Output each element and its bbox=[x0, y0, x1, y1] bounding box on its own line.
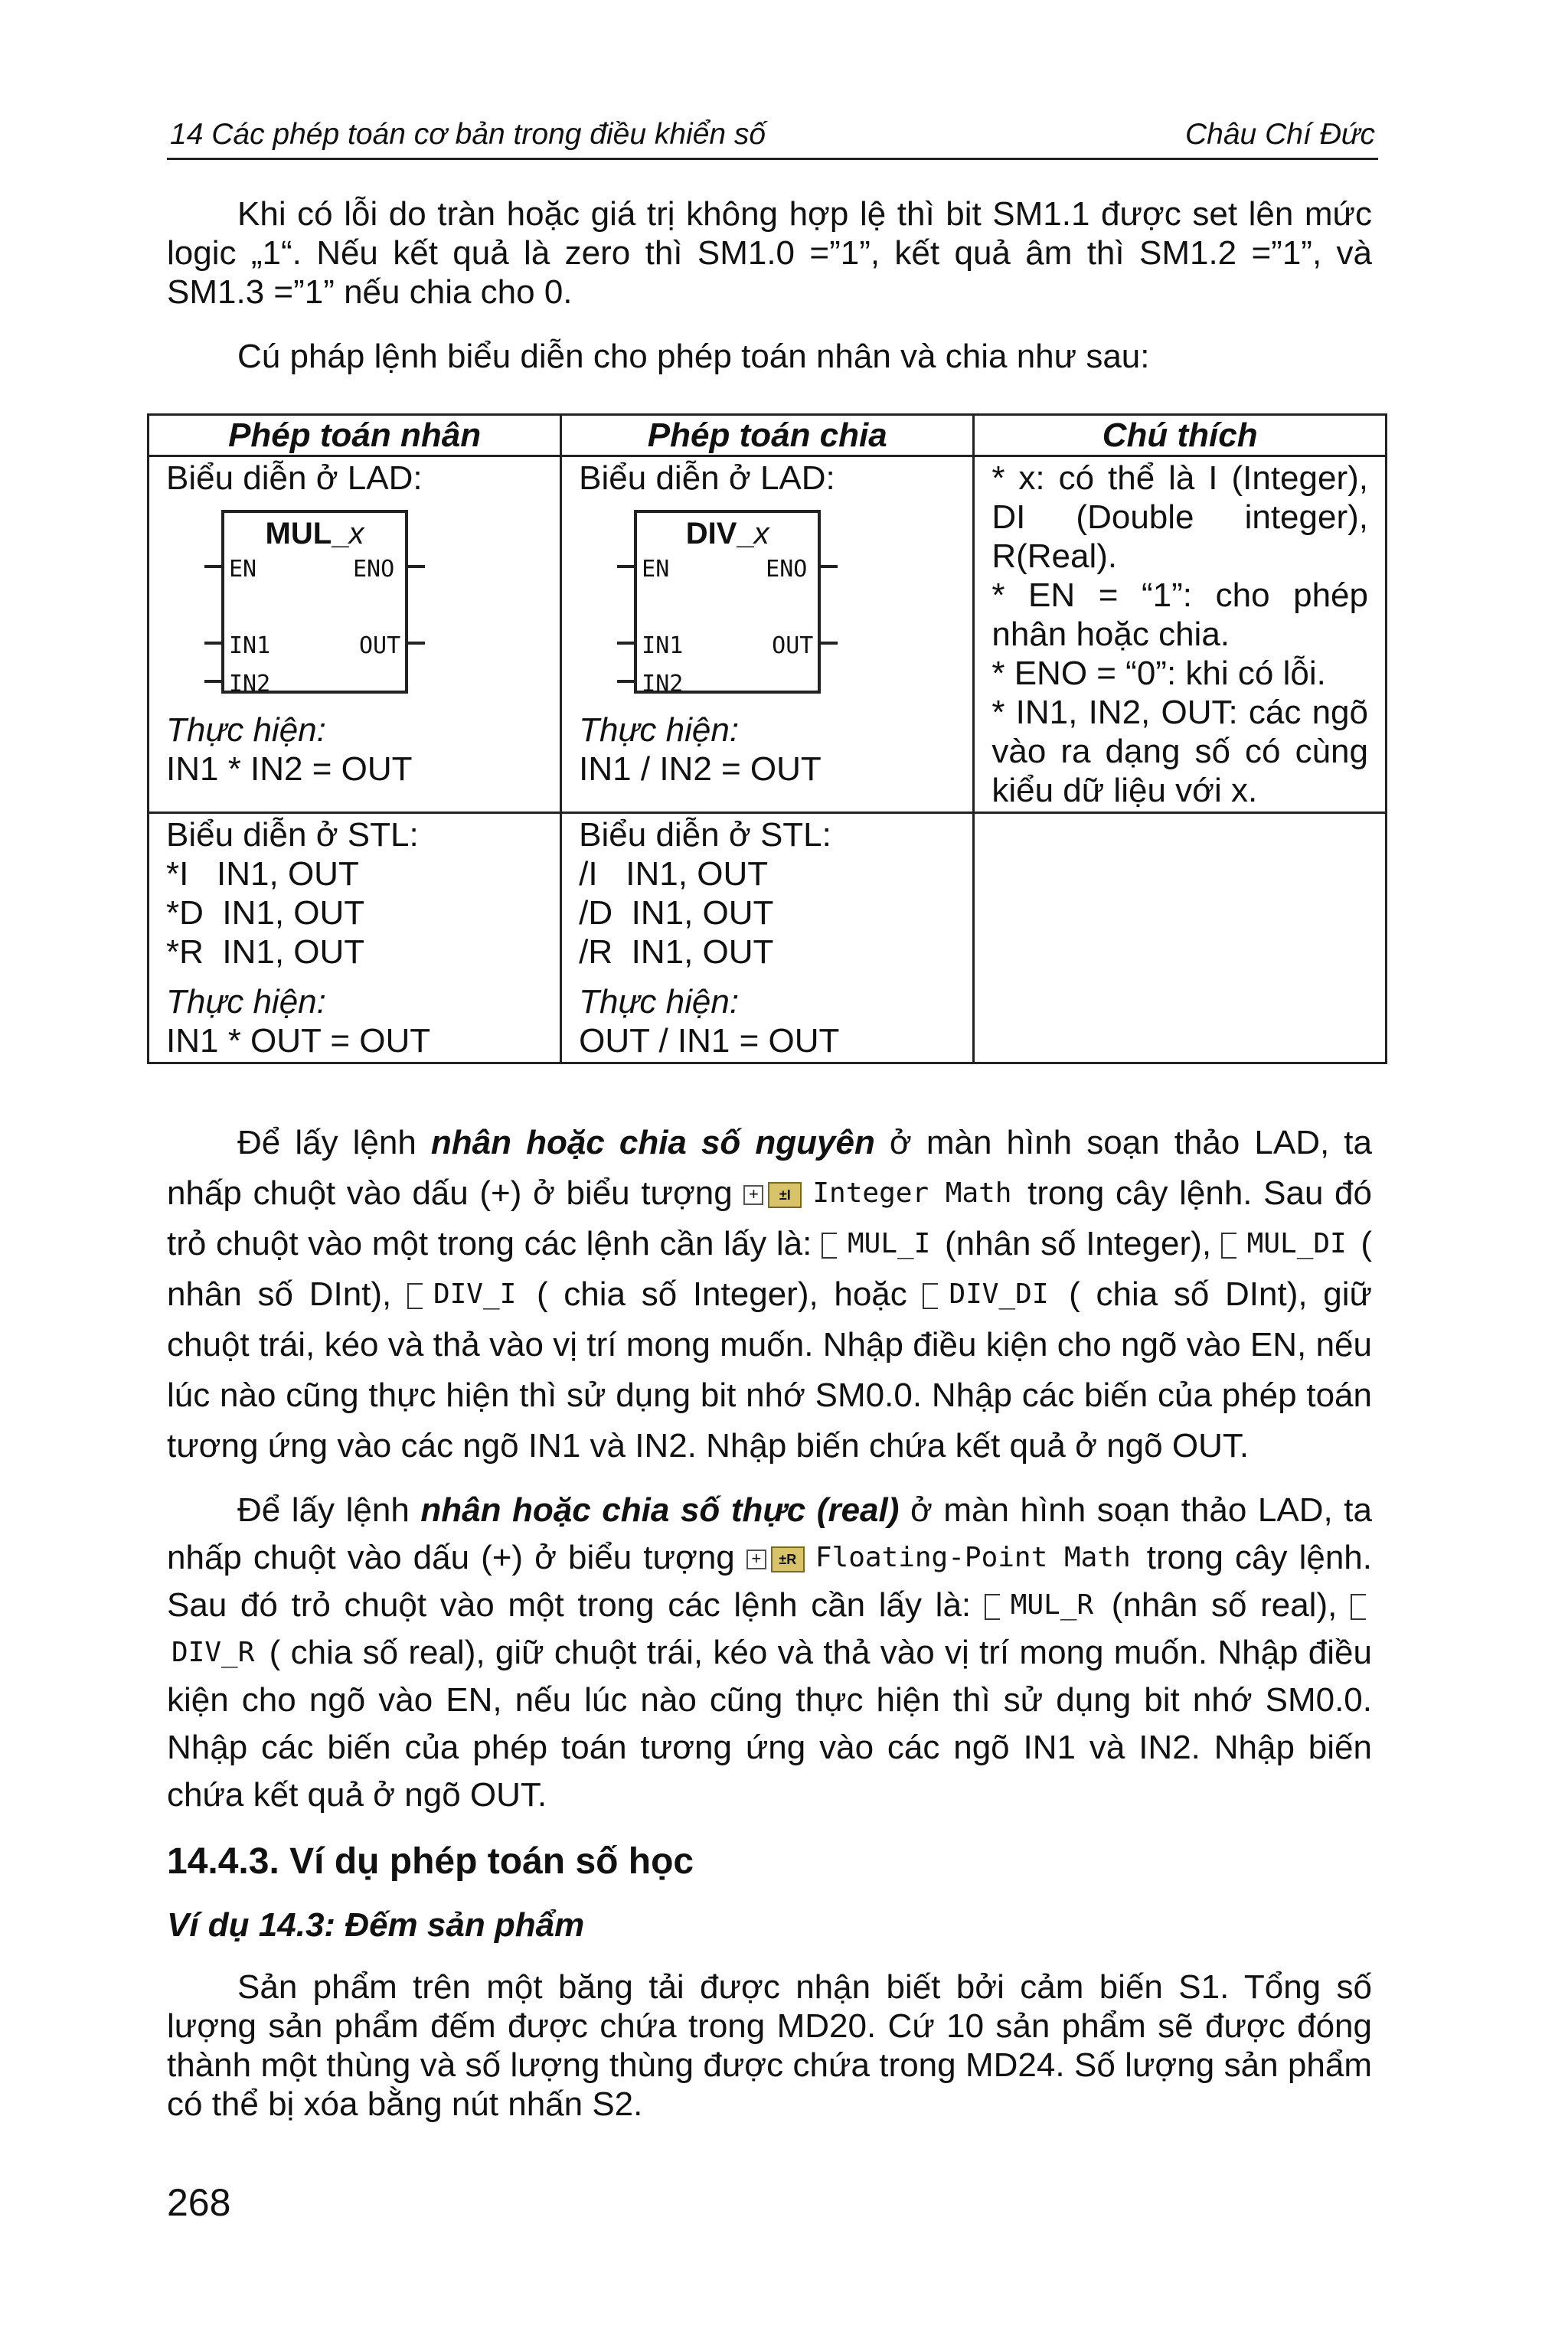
mul-i-label: MUL_I bbox=[847, 1228, 931, 1259]
mul-exec-label: Thực hiện: bbox=[166, 711, 326, 749]
int-text-5: (nhân số Integer), bbox=[935, 1225, 1212, 1262]
note-x: * x: có thể là I (Integer), DI (Double integer), R(Real). bbox=[991, 459, 1368, 575]
div-di-label: DIV_DI bbox=[949, 1279, 1049, 1310]
running-header bbox=[167, 113, 1378, 160]
floating-point-folder-icon: ±R bbox=[771, 1546, 805, 1572]
notes-cell bbox=[974, 456, 1387, 813]
intro-paragraph bbox=[167, 194, 1372, 312]
pin-en: EN bbox=[642, 556, 670, 583]
header-author: Châu Chí Đức bbox=[1185, 118, 1375, 151]
example-text: Sản phẩm trên một băng tải được nhận biết bởi cảm biến S1. Tổng số lượng sản phẩm đếm được chứa trong MD20. Cứ 10 sản phẩm sẽ được đóng thành một thùng và số lượng thùng được chứa trong MD24. Số lượng sản phẩm có thể bị xóa bằng nút nhấn S2. bbox=[167, 1968, 1372, 2123]
pin-in2: IN2 bbox=[229, 671, 271, 697]
real-text-1: Để lấy lệnh bbox=[237, 1491, 421, 1529]
integer-math-paragraph bbox=[167, 1118, 1372, 1471]
header-chapter: 14 Các phép toán cơ bản trong điều khiển số bbox=[170, 118, 766, 151]
mul-exec-lad: IN1 * IN2 = OUT bbox=[166, 750, 413, 788]
pin-eno: ENO bbox=[766, 556, 808, 583]
mul-lad-cell bbox=[149, 456, 561, 813]
mul-stl-i: *I IN1, OUT bbox=[166, 855, 359, 893]
header-mul: Phép toán nhân bbox=[149, 415, 561, 456]
div-block-name: DIV_ bbox=[685, 517, 754, 550]
real-text-4: trong cây lệnh. Sau đó trỏ chuột vào một trong các lệnh cần lấy là: bbox=[167, 1539, 1372, 1624]
pin-in1: IN1 bbox=[642, 632, 684, 659]
div-ladder-block bbox=[612, 510, 814, 697]
instruction-icon bbox=[407, 1283, 423, 1309]
div-lad-label: Biểu diễn ở LAD: bbox=[579, 459, 835, 497]
int-text-4: trong cây lệnh. Sau đó trỏ chuột vào một trong các lệnh cần lấy là: bbox=[167, 1174, 1372, 1262]
div-lad-cell bbox=[561, 456, 974, 813]
table-header-row bbox=[149, 415, 1387, 456]
int-text-1: Để lấy lệnh bbox=[237, 1124, 431, 1161]
expand-plus-icon: + bbox=[746, 1550, 766, 1569]
mul-block-suffix: x bbox=[348, 517, 364, 550]
pin-out: OUT bbox=[772, 632, 814, 659]
div-exec-stl: OUT / IN1 = OUT bbox=[579, 1022, 840, 1060]
mul-stl-label: Biểu diễn ở STL: bbox=[166, 816, 419, 854]
real-math-paragraph bbox=[167, 1487, 1372, 1819]
instruction-icon bbox=[822, 1233, 837, 1259]
floating-point-label: Floating-Point Math bbox=[815, 1542, 1131, 1573]
operations-table bbox=[147, 413, 1387, 1064]
div-stl-label: Biểu diễn ở STL: bbox=[579, 816, 831, 854]
pin-en: EN bbox=[229, 556, 257, 583]
div-stl-i: /I IN1, OUT bbox=[579, 855, 769, 893]
integer-math-folder-icon: ±I bbox=[768, 1182, 802, 1208]
syntax-paragraph bbox=[167, 337, 1372, 376]
div-stl-cell bbox=[561, 813, 974, 1063]
intro-text: Khi có lỗi do tràn hoặc giá trị không hợp lệ thì bit SM1.1 được set lên mức logic „1“. Nếu kết quả là zero thì SM1.0 =”1”, kết quả âm thì SM1.2 =”1”, và SM1.3 =”1” nếu chia cho 0. bbox=[167, 195, 1372, 311]
div-stl-r: /R IN1, OUT bbox=[579, 933, 774, 971]
real-text-3: ở màn hình soạn thảo LAD, ta nhấp chuột vào dấu (+) ở biểu tượng bbox=[167, 1491, 1372, 1576]
int-text-3: ở màn hình soạn thảo LAD, ta nhấp chuột vào dấu (+) ở biểu tượng bbox=[167, 1124, 1373, 1212]
div-i-label: DIV_I bbox=[433, 1279, 517, 1310]
real-text-6: ( chia số real), giữ chuột trái, kéo và thả vào vị trí mong muốn. Nhập điều kiện cho ngõ vào EN, nếu lúc nào cũng thực hiện thì sử dụng bit nhớ SM0.0. Nhập các biến của phép toán tương ứng vào các ngõ IN1 và IN2. Nhập biến chứa kết quả ở ngõ OUT. bbox=[167, 1634, 1372, 1814]
expand-plus-icon: + bbox=[743, 1185, 763, 1205]
div-r-label: DIV_R bbox=[172, 1637, 255, 1668]
pin-in1: IN1 bbox=[229, 632, 271, 659]
pin-eno: ENO bbox=[353, 556, 395, 583]
int-text-6: ( nhân số DInt), bbox=[167, 1225, 1372, 1313]
mul-stl-r: *R IN1, OUT bbox=[166, 933, 365, 971]
table-row-stl bbox=[149, 813, 1387, 1063]
mul-block-name: MUL_ bbox=[265, 517, 349, 550]
instruction-icon bbox=[985, 1594, 1000, 1620]
empty-note-cell bbox=[974, 813, 1387, 1063]
note-eno: * ENO = “0”: khi có lỗi. bbox=[991, 655, 1326, 692]
int-text-8: ( chia số DInt), giữ chuột trái, kéo và thả vào vị trí mong muốn. Nhập điều kiện cho ngõ vào EN, nếu lúc nào cũng thực hiện thì sử dụng bit nhớ SM0.0. Nhập các biến của phép toán tương ứng vào các ngõ IN1 và IN2. Nhập biến chứa kết quả ở ngõ OUT. bbox=[167, 1275, 1372, 1465]
div-exec-lad: IN1 / IN2 = OUT bbox=[579, 750, 822, 788]
mul-stl-cell bbox=[149, 813, 561, 1063]
note-io: * IN1, IN2, OUT: các ngõ vào ra dạng số có cùng kiểu dữ liệu với x. bbox=[991, 694, 1368, 809]
mul-exec-stl: IN1 * OUT = OUT bbox=[166, 1022, 431, 1060]
pin-in2: IN2 bbox=[642, 671, 684, 697]
mul-r-label: MUL_R bbox=[1010, 1589, 1094, 1621]
instruction-icon bbox=[1351, 1594, 1366, 1620]
mul-stl-exec-label: Thực hiện: bbox=[166, 983, 326, 1021]
instruction-icon bbox=[1221, 1233, 1236, 1259]
table-row-lad bbox=[149, 456, 1387, 813]
example-heading: Ví dụ 14.3: Đếm sản phẩm bbox=[167, 1906, 585, 1944]
div-stl-exec-label: Thực hiện: bbox=[579, 983, 740, 1021]
div-block-suffix: x bbox=[753, 517, 769, 550]
pin-out: OUT bbox=[359, 632, 401, 659]
mul-lad-label: Biểu diễn ở LAD: bbox=[166, 459, 423, 497]
mul-ladder-block bbox=[200, 510, 401, 697]
header-div: Phép toán chia bbox=[561, 415, 974, 456]
div-stl-d: /D IN1, OUT bbox=[579, 894, 774, 932]
real-text-5: (nhân số real), bbox=[1098, 1586, 1338, 1624]
real-text-emph: nhân hoặc chia số thực (real) bbox=[420, 1491, 900, 1529]
mul-stl-d: *D IN1, OUT bbox=[166, 894, 365, 932]
example-paragraph bbox=[167, 1968, 1372, 2124]
div-exec-label: Thực hiện: bbox=[579, 711, 740, 749]
mul-di-label: MUL_DI bbox=[1246, 1228, 1347, 1259]
page-number: 268 bbox=[167, 2181, 231, 2224]
syntax-text: Cú pháp lệnh biểu diễn cho phép toán nhân và chia như sau: bbox=[237, 338, 1150, 375]
int-text-7: ( chia số Integer), hoặc bbox=[521, 1275, 907, 1313]
int-text-emph: nhân hoặc chia số nguyên bbox=[430, 1124, 875, 1161]
integer-math-label: Integer Math bbox=[812, 1177, 1012, 1209]
note-en: * EN = “1”: cho phép nhân hoặc chia. bbox=[991, 576, 1368, 653]
header-note: Chú thích bbox=[974, 415, 1387, 456]
section-heading: 14.4.3. Ví dụ phép toán số học bbox=[167, 1841, 694, 1882]
instruction-icon bbox=[923, 1283, 938, 1309]
